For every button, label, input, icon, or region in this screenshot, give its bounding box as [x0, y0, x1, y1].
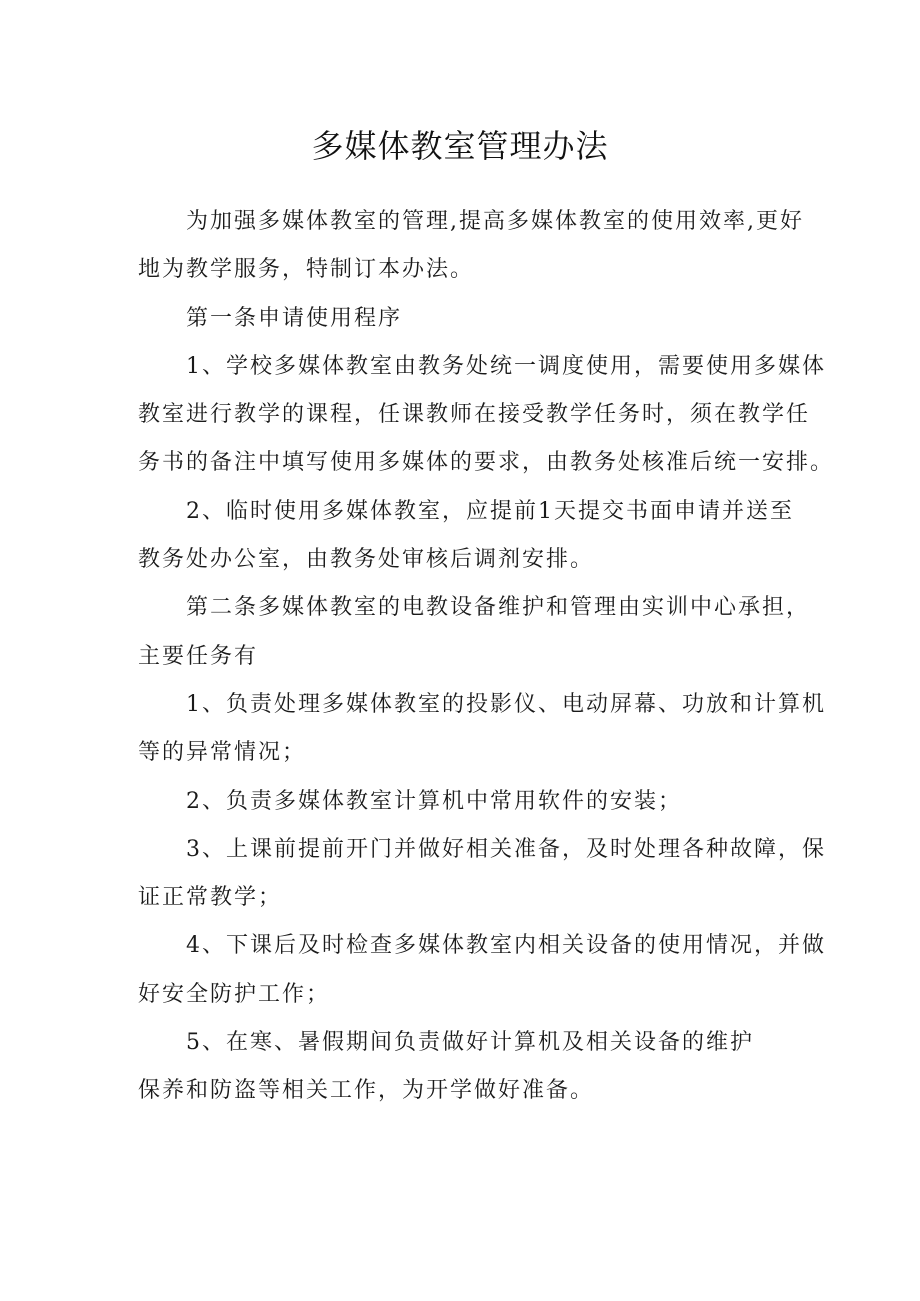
list-item-line: 4、下课后及时检查多媒体教室内相关设备的使用情况，并做: [186, 933, 826, 959]
paragraph-line: 务书的备注中填写使用多媒体的要求，由教务处核准后统一安排。: [138, 450, 835, 476]
page-title: 多媒体教室管理办法: [311, 127, 609, 165]
list-item-line: 5、在寒、暑假期间负责做好计算机及相关设备的维护: [186, 1030, 754, 1056]
paragraph-line: 2、临时使用多媒体教室，应提前1天提交书面申请并送至: [186, 498, 794, 524]
section-heading: 第一条申请使用程序: [186, 305, 403, 331]
paragraph-line: 教务处办公室，由教务处审核后调剂安排。: [138, 547, 595, 573]
document-body: [138, 198, 835, 1116]
list-item-line: 2、负责多媒体教室计算机中常用软件的安装；: [186, 788, 682, 814]
paragraph-line: 主要任务有: [138, 643, 259, 669]
list-item-line: 等的异常情况；: [138, 740, 307, 766]
list-item-line: 证正常教学；: [138, 885, 283, 911]
paragraph-line: 为加强多媒体教室的管理,提高多媒体教室的使用效率,更好: [186, 209, 804, 234]
list-item-line: 1、负责处理多媒体教室的投影仪、电动屏幕、功放和计算机: [186, 691, 826, 717]
list-item-line: 保养和防盗等相关工作，为开学做好准备。: [138, 1078, 595, 1104]
paragraph-line: 地为教学服务，特制订本办法。: [138, 257, 475, 283]
list-item-line: 3、上课前提前开门并做好相关准备，及时处理各种故障，保: [186, 836, 826, 862]
paragraph-line: 教室进行教学的课程，任课教师在接受教学任务时，须在教学任: [138, 402, 811, 428]
list-item-line: 好安全防护工作；: [138, 981, 331, 1007]
paragraph-line: 1、学校多媒体教室由教务处统一调度使用，需要使用多媒体: [186, 353, 826, 379]
section-heading: 第二条多媒体教室的电教设备维护和管理由实训中心承担，: [186, 595, 811, 621]
